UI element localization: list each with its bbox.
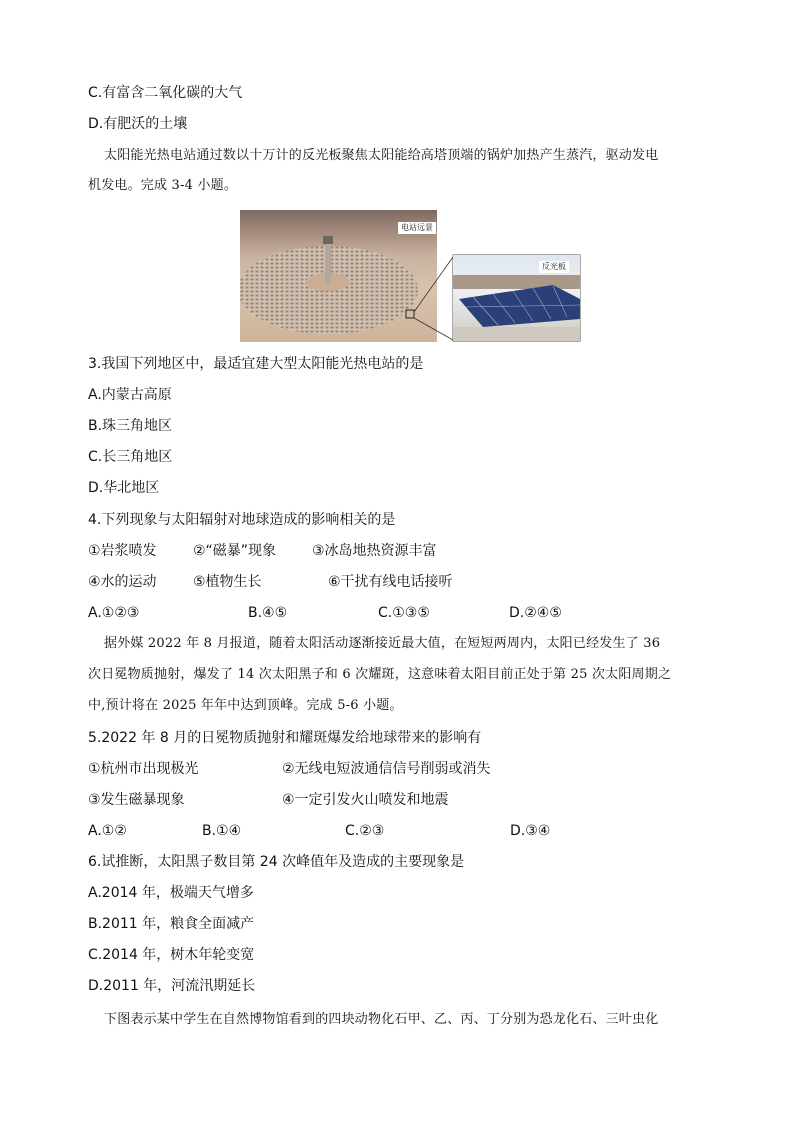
intro-5-6-line2: 次日冕物质抛射，爆发了 14 次太阳黑子和 6 次耀斑，这意味着太阳目前正处于第 25 次太阳周期之 — [88, 667, 672, 682]
panel-photo — [453, 255, 580, 341]
station-label: 电站远景 — [398, 222, 436, 234]
solar-station-figure — [240, 210, 585, 342]
q4-item-3: ③冰岛地热资源丰富 — [312, 543, 437, 559]
q5-item-3: ③发生磁暴现象 — [88, 792, 185, 808]
q5-item-2: ②无线电短波通信信号削弱或消失 — [282, 761, 491, 777]
q4-item-5: ⑤植物生长 — [193, 574, 262, 590]
q6-option-c: C.2014 年，树木年轮变宽 — [88, 947, 255, 963]
intro-5-6-line3: 中,预计将在 2025 年年中达到顶峰。完成 5-6 小题。 — [88, 698, 403, 713]
q2-option-d: D.有肥沃的土壤 — [88, 116, 188, 132]
q6-option-b: B.2011 年，粮食全面减产 — [88, 916, 255, 932]
q6-option-a: A.2014 年，极端天气增多 — [88, 885, 254, 901]
q4-option-b: B.④⑤ — [248, 605, 288, 621]
panel-label: 反光板 — [539, 261, 569, 273]
q6-option-d: D.2011 年，河流汛期延长 — [88, 978, 256, 994]
q5-item-1: ①杭州市出现极光 — [88, 761, 199, 777]
intro-next-line1: 下图表示某中学生在自然博物馆看到的四块动物化石甲、乙、丙、丁分别为恐龙化石、三叶虫化 — [104, 1012, 659, 1027]
q5-item-4: ④一定引发火山喷发和地震 — [282, 792, 449, 808]
q4-item-2: ②“磁暴”现象 — [193, 543, 277, 559]
q2-option-c: C.有富含二氧化碳的大气 — [88, 85, 243, 101]
q3-option-d: D.华北地区 — [88, 480, 160, 496]
q3-option-b: B.珠三角地区 — [88, 418, 173, 434]
q5-option-c: C.②③ — [345, 823, 385, 839]
q4-item-6: ⑥干扰有线电话接听 — [328, 574, 453, 590]
q4-item-1: ①岩浆喷发 — [88, 543, 157, 559]
q5-option-b: B.①④ — [202, 823, 242, 839]
q4-option-d: D.②④⑤ — [509, 605, 562, 621]
q5-option-a: A.①② — [88, 823, 127, 839]
q4-option-a: A.①②③ — [88, 605, 140, 621]
q3-option-a: A.内蒙古高原 — [88, 387, 172, 403]
q5-stem: 5.2022 年 8 月的日冕物质抛射和耀斑爆发给地球带来的影响有 — [88, 730, 482, 746]
intro-3-4-line1: 太阳能光热电站通过数以十万计的反光板聚焦太阳能给高塔顶端的锅炉加热产生蒸汽，驱动发电 — [104, 148, 659, 163]
q6-stem: 6.试推断，太阳黑子数目第 24 次峰值年及造成的主要现象是 — [88, 854, 465, 870]
q5-option-d: D.③④ — [510, 823, 551, 839]
q4-item-4: ④水的运动 — [88, 574, 157, 590]
q4-stem: 4.下列现象与太阳辐射对地球造成的影响相关的是 — [88, 512, 396, 528]
intro-3-4-line2: 机发电。完成 3-4 小题。 — [88, 178, 237, 193]
q4-option-c: C.①③⑤ — [378, 605, 430, 621]
intro-5-6-line1: 据外媒 2022 年 8 月报道，随着太阳活动逐渐接近最大值，在短短两周内，太阳已经发生了 36 — [104, 636, 661, 651]
q3-option-c: C.长三角地区 — [88, 449, 173, 465]
q3-stem: 3.我国下列地区中，最适宜建大型太阳能光热电站的是 — [88, 356, 424, 372]
